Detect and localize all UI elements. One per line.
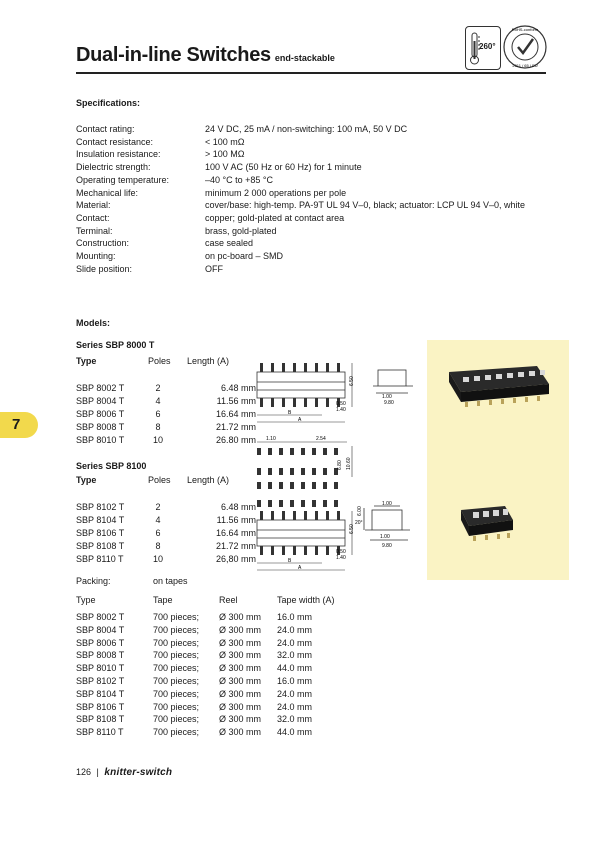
title-text: Dual-in-line Switches [76, 44, 271, 66]
packing-width: 44.0 mm [277, 727, 313, 738]
series-8000-title: Series SBP 8000 T [76, 340, 155, 350]
packing-tape: 700 pieces; [153, 714, 200, 725]
page-number: 126 [76, 767, 92, 777]
spec-row [76, 124, 546, 137]
model-type: SBP 8110 T [76, 554, 124, 564]
model-row [76, 502, 256, 515]
model-row [76, 435, 256, 448]
dim-label: 0.50 [336, 549, 346, 555]
spec-value: > 100 MΩ [205, 149, 245, 160]
packing-reel: Ø 300 mm [219, 637, 262, 648]
packing-type: SBP 8002 T [76, 612, 125, 622]
dim-label: 20° [355, 520, 363, 526]
packing-type: SBP 8106 T [76, 701, 125, 712]
footer [76, 767, 172, 778]
rohs-seal-icon [502, 24, 548, 70]
spec-row [76, 251, 546, 264]
packing-value: on tapes [153, 576, 188, 586]
packing-tape: 700 pieces; [153, 650, 200, 661]
switch-4-pole-photo [461, 506, 513, 541]
dim-label: 1.10 [266, 436, 276, 442]
packing-type: SBP 8008 T [76, 650, 125, 661]
spec-row [76, 188, 546, 201]
packing-row [76, 676, 376, 689]
packing-width: 32.0 mm [277, 714, 313, 725]
packing-row [76, 650, 376, 663]
spec-value: 24 V DC, 25 mA / non-switching: 100 mA, 50 V DC [205, 124, 408, 134]
model-poles: 8 [155, 422, 161, 432]
series-8100-header [76, 475, 256, 488]
svg-text:2011 / 65 / EU: 2011 / 65 / EU [512, 63, 538, 68]
series-8100-title: Series SBP 8100 [76, 461, 147, 471]
packing-line [76, 576, 276, 589]
packing-width: 24.0 mm [277, 624, 313, 635]
spec-row [76, 238, 546, 251]
model-poles: 6 [155, 528, 161, 538]
temperature-badge [465, 26, 501, 70]
packing-reel: Ø 300 mm [219, 663, 262, 674]
dim-label: 1.00 [382, 501, 392, 507]
model-type: SBP 8010 T [76, 435, 125, 445]
packing-reel: Ø 300 mm [219, 612, 262, 622]
title-rule [76, 72, 546, 74]
model-row [76, 409, 256, 422]
spec-label: Mechanical life: [76, 187, 139, 198]
model-row [76, 554, 256, 567]
packing-tape: 700 pieces; [153, 624, 200, 635]
model-length: 6.48 mm [220, 383, 256, 393]
dim-label: 6.50 [349, 524, 355, 534]
specs-heading: Specifications: [76, 98, 141, 108]
spec-value: copper; gold-plated at contact area [205, 212, 345, 223]
model-row [76, 515, 256, 528]
packing-row [76, 612, 376, 625]
spec-value: OFF [205, 263, 223, 274]
model-length: 6.48 mm [220, 502, 256, 512]
dim-label: B [288, 410, 292, 416]
model-poles: 6 [155, 409, 161, 419]
model-type: SBP 8108 T [76, 541, 125, 551]
dim-label: 6.80 [337, 460, 343, 470]
col-type: Type [76, 595, 96, 605]
packing-tape: 700 pieces; [153, 688, 200, 699]
dim-label: 1.40 [336, 555, 346, 561]
dim-label: 0.50 [336, 401, 346, 407]
dim-label: 6.50 [349, 376, 355, 386]
model-type: SBP 8004 T [76, 396, 125, 406]
packing-width: 32.0 mm [277, 650, 313, 661]
dim-label: 6.00 [357, 506, 363, 516]
packing-reel: Ø 300 mm [219, 727, 262, 738]
model-row [76, 383, 256, 396]
title-subtitle: end-stackable [274, 53, 335, 63]
spec-label: Operating temperature: [76, 174, 170, 185]
spec-label: Terminal: [76, 225, 113, 236]
packing-type: SBP 8102 T [76, 676, 125, 686]
packing-tape: 700 pieces; [153, 727, 200, 738]
packing-type: SBP 8006 T [76, 637, 125, 648]
model-poles: 4 [155, 396, 161, 406]
packing-type: SBP 8010 T [76, 663, 125, 674]
packing-tape: 700 pieces; [153, 612, 200, 622]
brand-logo: knitter-switch [104, 767, 173, 778]
packing-reel: Ø 300 mm [219, 714, 262, 725]
dim-label: 2.54 [316, 436, 326, 442]
packing-width: 24.0 mm [277, 637, 313, 648]
model-length: 21.72 mm [215, 541, 256, 551]
packing-width: 16.0 mm [277, 676, 313, 686]
spec-label: Contact: [76, 212, 110, 223]
packing-row [76, 714, 376, 727]
packing-tape: 700 pieces; [153, 676, 200, 686]
packing-reel: Ø 300 mm [219, 650, 262, 661]
spec-row [76, 264, 546, 277]
packing-width: 16.0 mm [277, 612, 313, 622]
dim-label: 9.80 [384, 400, 394, 406]
col-type: Type [76, 475, 97, 485]
spec-row [76, 213, 546, 226]
packing-type: SBP 8004 T [76, 624, 125, 635]
packing-tape: 700 pieces; [153, 637, 200, 648]
spec-row [76, 149, 546, 162]
model-length: 11.56 mm [216, 396, 256, 406]
model-poles: 10 [152, 435, 163, 445]
model-length: 26.80 mm [215, 435, 256, 445]
spec-label: Construction: [76, 238, 130, 249]
packing-type: SBP 8104 T [76, 688, 125, 699]
spec-label: Contact resistance: [76, 136, 154, 147]
model-type: SBP 8106 T [76, 528, 125, 538]
model-length: 11.56 mm [216, 515, 256, 525]
spec-value: 100 V AC (50 Hz or 60 Hz) for 1 minute [205, 162, 362, 173]
dim-label: 1.00 [382, 394, 392, 400]
model-type: SBP 8006 T [76, 409, 125, 419]
spec-label: Contact rating: [76, 124, 135, 134]
col-poles: Poles [148, 475, 171, 485]
model-type: SBP 8008 T [76, 422, 125, 432]
dim-label: 1.00 [380, 534, 390, 540]
model-row [76, 528, 256, 541]
spec-value: brass, gold-plated [205, 225, 277, 236]
model-row [76, 541, 256, 554]
packing-type: SBP 8108 T [76, 714, 125, 725]
dim-label: A [298, 417, 302, 423]
drawing-8000-side-view [368, 365, 423, 410]
model-type: SBP 8104 T [76, 515, 125, 525]
dim-label: 1.40 [336, 407, 346, 413]
spec-value: minimum 2 000 operations per pole [205, 187, 347, 198]
rohs-badge [502, 24, 548, 70]
model-row [76, 422, 256, 435]
drawing-8100-side-view [350, 498, 425, 553]
temperature-value: 260° [479, 42, 496, 51]
spec-value: case sealed [205, 238, 254, 249]
model-length: 16.64 mm [215, 409, 256, 419]
product-photos [427, 340, 569, 580]
packing-header [76, 595, 376, 608]
model-poles: 4 [155, 515, 161, 525]
col-reel: Reel [219, 595, 238, 605]
packing-reel: Ø 300 mm [219, 701, 262, 712]
model-length: 16.64 mm [215, 528, 256, 538]
packing-width: 24.0 mm [277, 701, 313, 712]
packing-row [76, 727, 376, 740]
model-length: 21.72 mm [215, 422, 256, 432]
product-image-panel [427, 340, 569, 580]
packing-label: Packing: [76, 576, 111, 586]
col-type: Type [76, 356, 97, 366]
packing-tape: 700 pieces; [153, 663, 200, 674]
packing-reel: Ø 300 mm [219, 624, 262, 635]
col-tape-width: Tape width (A) [277, 595, 335, 605]
spec-label: Dielectric strength: [76, 162, 151, 173]
spec-label: Insulation resistance: [76, 149, 161, 160]
spec-value: cover/base: high-temp. PA-9T UL 94 V–0, black; actuator: LCP UL 94 V–0, white [205, 200, 526, 211]
page-title [76, 44, 335, 67]
spec-value: < 100 mΩ [205, 136, 245, 147]
footer-separator: | [96, 767, 99, 777]
model-poles: 8 [155, 541, 161, 551]
model-poles: 10 [152, 554, 163, 564]
dim-label: A [298, 565, 302, 571]
packing-type: SBP 8110 T [76, 727, 124, 738]
spec-row [76, 137, 546, 150]
col-length: Length (A) [187, 356, 230, 366]
model-poles: 2 [155, 502, 161, 512]
spec-value: on pc-board – SMD [205, 251, 284, 261]
switch-8-pole-photo [449, 366, 549, 407]
packing-tape: 700 pieces; [153, 701, 200, 712]
chapter-tab [0, 412, 38, 438]
model-poles: 2 [155, 383, 161, 393]
dim-label: 10.60 [346, 457, 352, 470]
model-type: SBP 8102 T [76, 502, 125, 512]
packing-row [76, 663, 376, 676]
spec-label: Material: [76, 200, 111, 211]
spec-row [76, 162, 546, 175]
packing-reel: Ø 300 mm [219, 676, 262, 686]
packing-row [76, 638, 376, 651]
dim-label: B [288, 558, 292, 564]
col-poles: Poles [148, 356, 171, 366]
dim-label: 9.80 [382, 543, 392, 549]
series-8000-header [76, 356, 256, 369]
model-type: SBP 8002 T [76, 383, 125, 393]
spec-row [76, 175, 546, 188]
col-tape: Tape [153, 595, 173, 605]
packing-row [76, 702, 376, 715]
spec-label: Slide position: [76, 263, 133, 274]
spec-row [76, 200, 546, 213]
packing-row [76, 625, 376, 638]
spec-value: –40 °C to +85 °C [205, 174, 273, 185]
spec-label: Mounting: [76, 251, 116, 261]
drawing-8000-pad-layout [252, 432, 362, 482]
model-length: 26,80 mm [215, 554, 256, 564]
col-length: Length (A) [187, 475, 230, 485]
model-row [76, 396, 256, 409]
packing-width: 44.0 mm [277, 663, 313, 674]
chapter-number: 7 [12, 416, 21, 433]
drawing-8100-pad-layout [252, 478, 362, 510]
svg-text:RoHS-conform: RoHS-conform [511, 27, 539, 32]
spec-row [76, 226, 546, 239]
models-heading: Models: [76, 318, 111, 328]
packing-row [76, 689, 376, 702]
packing-width: 24.0 mm [277, 688, 313, 699]
packing-reel: Ø 300 mm [219, 688, 262, 699]
